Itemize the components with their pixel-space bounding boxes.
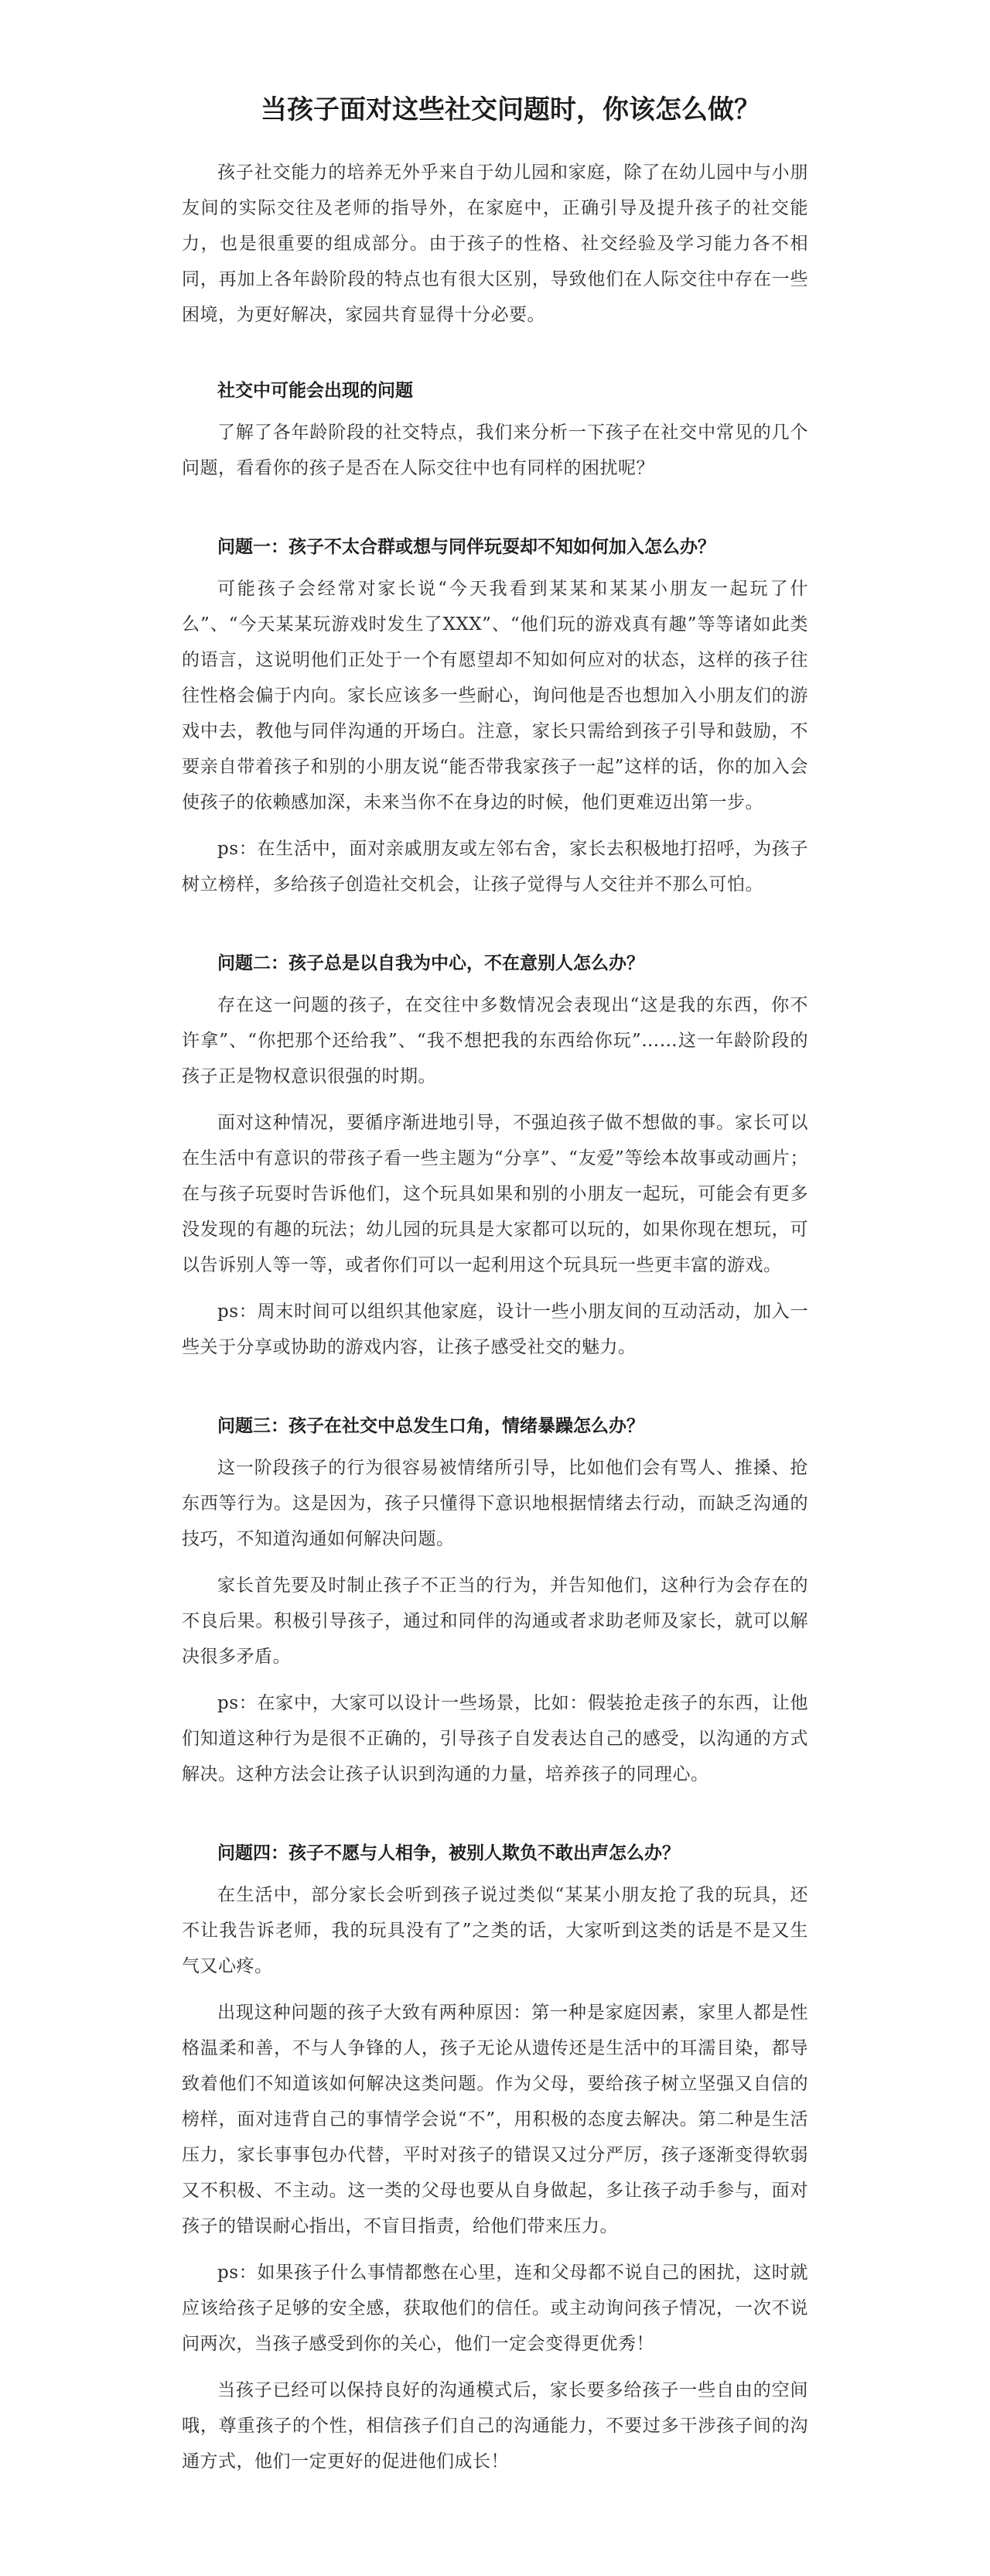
section-paragraph: 在生活中，部分家长会听到孩子说过类似“某某小朋友抢了我的玩具，还不让我告诉老师，我的玩具没有了”之类的话，大家听到这类的话是不是又生气又心疼。 — [182, 1885, 808, 1976]
section-possible-problems — [182, 373, 808, 486]
intro-paragraph: 孩子社交能力的培养无外乎来自于幼儿园和家庭，除了在幼儿园中与小朋友间的实际交往及老师的指导外，在家庭中，正确引导及提升孩子的社交能力，也是很重要的组成部分。由于孩子的性格、社交经验及学习能力各不相同，再加上各年龄阶段的特点也有很大区别，导致他们在人际交往中存在一些困境，为更好解决，家园共育显得十分必要。 — [182, 162, 808, 325]
ps-paragraph: ps：在家中，大家可以设计一些场景，比如：假装抢走孩子的东西，让他们知道这种行为是很不正确的，引导孩子自发表达自己的感受，以沟通的方式解决。这种方法会让孩子认识到沟通的力量，培养孩子的同理心。 — [182, 1693, 808, 1784]
section-paragraph: 可能孩子会经常对家长说“今天我看到某某和某某小朋友一起玩了什么”、“今天某某玩游戏时发生了XXX”、“他们玩的游戏真有趣”等等诸如此类的语言，这说明他们正处于一个有愿望却不知如何应对的状态，这样的孩子往往性格会偏于内向。家长应该多一些耐心，询问他是否也想加入小朋友们的游戏中去，教他与同伴沟通的开场白。注意，家长只需给到孩子引导和鼓励，不要亲自带着孩子和别的小朋友说“能否带我家孩子一起”这样的话，你的加入会使孩子的依赖感加深，未来当你不在身边的时候，他们更难迈出第一步。 — [182, 579, 808, 812]
section-heading: 社交中可能会出现的问题 — [217, 381, 413, 401]
section-paragraph: 了解了各年龄阶段的社交特点，我们来分析一下孩子在社交中常见的几个问题，看看你的孩子是否在人际交往中也有同样的困扰呢？ — [182, 422, 808, 478]
section-heading: 问题四：孩子不愿与人相争，被别人欺负不敢出声怎么办？ — [217, 1843, 680, 1863]
section-paragraph: 存在这一问题的孩子，在交往中多数情况会表现出“这是我的东西，你不许拿”、“你把那个还给我”、“我不想把我的东西给你玩”……这一年龄阶段的孩子正是物权意识很强的时期。 — [182, 995, 808, 1086]
section-heading: 问题三：孩子在社交中总发生口角，情绪暴躁怎么办？ — [217, 1416, 644, 1436]
section-problem-three — [182, 1408, 808, 1792]
section-problem-one — [182, 529, 808, 902]
closing-paragraph: 当孩子已经可以保持良好的沟通模式后，家长要多给孩子一些自由的空间哦，尊重孩子的个性，相信孩子们自己的沟通能力，不要过多干涉孩子间的沟通方式，他们一定更好的促进他们成长！ — [182, 2380, 808, 2472]
section-heading: 问题一：孩子不太合群或想与同伴玩耍却不知如何加入怎么办？ — [217, 537, 715, 557]
section-paragraph: 面对这种情况，要循序渐进地引导，不强迫孩子做不想做的事。家长可以在生活中有意识的带孩子看一些主题为“分享”、“友爱”等绘本故事或动画片；在与孩子玩耍时告诉他们，这个玩具如果和别的小朋友一起玩，可能会有更多没发现的有趣的玩法；幼儿园的玩具是大家都可以玩的，如果你现在想玩，可以告诉别人等一等，或者你们可以一起利用这个玩具玩一些更丰富的游戏。 — [182, 1113, 808, 1275]
ps-paragraph: ps：如果孩子什么事情都憋在心里，连和父母都不说自己的困扰，这时就应该给孩子足够的安全感，获取他们的信任。或主动询问孩子情况，一次不说问两次，当孩子感受到你的关心，他们一定会变得更优秀！ — [182, 2263, 808, 2354]
ps-paragraph: ps：周末时间可以组织其他家庭，设计一些小朋友间的互动活动，加入一些关于分享或协助的游戏内容，让孩子感受社交的魅力。 — [182, 1302, 808, 1357]
article-title: 当孩子面对这些社交问题时，你该怎么做？ — [261, 94, 760, 125]
section-paragraph: 出现这种问题的孩子大致有两种原因：第一种是家庭因素，家里人都是性格温柔和善，不与人争锋的人，孩子无论从遗传还是生活中的耳濡目染，都导致着他们不知道该如何解决这类问题。作为父母，要给孩子树立坚强又自信的榜样，面对违背自己的事情学会说“不”，用积极的态度去解决。第二种是生活压力，家长事事包办代替，平时对孩子的错误又过分严厉，孩子逐渐变得软弱又不积极、不主动。这一类的父母也要从自身做起，多让孩子动手参与，面对孩子的错误耐心指出，不盲目指责，给他们带来压力。 — [182, 2003, 808, 2236]
ps-paragraph: ps：在生活中，面对亲戚朋友或左邻右舍，家长去积极地打招呼，为孩子树立榜样，多给孩子创造社交机会，让孩子觉得与人交往并不那么可怕。 — [182, 839, 808, 895]
section-problem-two — [182, 946, 808, 1365]
section-heading: 问题二：孩子总是以自我为中心，不在意别人怎么办？ — [217, 953, 644, 973]
section-paragraph: 这一阶段孩子的行为很容易被情绪所引导，比如他们会有骂人、推搡、抢东西等行为。这是因为，孩子只懂得下意识地根据情绪去行动，而缺乏沟通的技巧，不知道沟通如何解决问题。 — [182, 1458, 808, 1549]
section-paragraph: 家长首先要及时制止孩子不正当的行为，并告知他们，这种行为会存在的不良后果。积极引导孩子，通过和同伴的沟通或者求助老师及家长，就可以解决很多矛盾。 — [182, 1575, 808, 1667]
section-problem-four — [182, 1835, 808, 2479]
